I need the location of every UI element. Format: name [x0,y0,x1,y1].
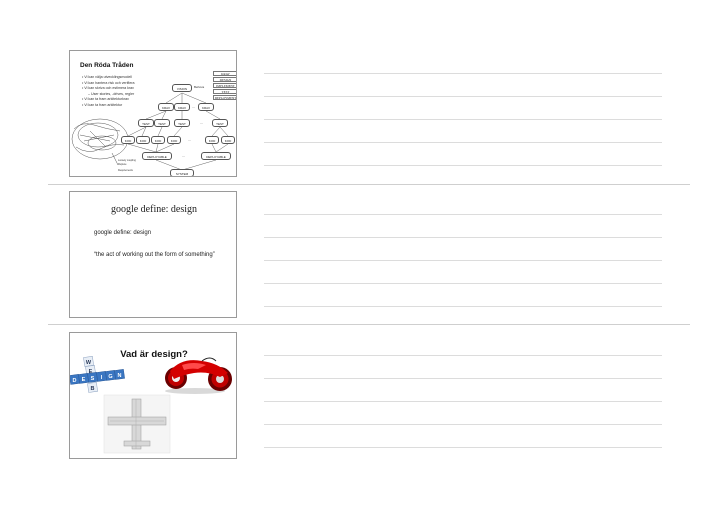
diagram-node-system: SYSTEM [170,169,194,177]
cube-letter: W [85,360,92,366]
figure-label: Requirements [118,169,133,172]
airplane-sketch-image [104,395,170,453]
diagram-node-test: TEST [154,119,170,127]
side-box-test: TEST [213,89,237,94]
figure-label: Loosely coupling [118,159,136,162]
diagram-node-krav: KRAV [158,103,174,111]
diagram-node-kod: KOD [136,136,150,144]
slide-body-line: google define: design [94,230,152,236]
cube-letter: D [72,378,77,384]
bullet-item: • Vi kan välja utvecklingsmodell [82,75,135,81]
notes-line [264,214,662,215]
diagram-ellipsis: ... [188,137,192,142]
bullet-item: • Vi kan hantera risk och verifiera [82,81,135,87]
cube-letter: E [81,377,86,383]
bullet-item: • Vi kan ta fram arkitektur [82,103,135,109]
notes-line [264,119,662,120]
diagram-node-test: TEST [212,119,228,127]
diagram-node-deployable: DEPLOYABLE [201,152,231,160]
diagram-label-behov: Behöva [194,85,205,89]
diagram-node-deployable: DEPLOYABLE [142,152,172,160]
side-box-design: DESIGN [213,77,237,82]
diagram-node-kod: KOD [151,136,165,144]
notes-line [264,260,662,261]
diagram-node-test: TEST [174,119,190,127]
cube-letter: G [108,374,113,380]
side-box-deployment: DEPLOYMENT [214,96,237,100]
notes-line [264,306,662,307]
slide-title: Vad är design? [120,349,188,360]
cube-letter: E [88,369,93,375]
diagram-node-kod: KOD [205,136,219,144]
diagram-node-test: TEST [138,119,154,127]
side-box-implement: IMPLEMENT [213,83,237,88]
notes-line [264,424,662,425]
page-separator [48,184,690,185]
diagram-node-vision: VISION [172,84,192,92]
diagram-node-kod: KOD [221,136,235,144]
slide-thumbnail-1[interactable] [69,50,237,177]
side-box-krav: KRAV [213,71,237,76]
diagram-node-kod: KOD [121,136,135,144]
slide-thumbnail-3[interactable] [69,332,237,459]
notes-line [264,355,662,356]
diagram-ellipsis: ... [182,153,186,158]
cube-letter: I [100,375,103,381]
bullet-item: • Vi kan skriva och estimera krav [82,86,135,92]
page-separator [48,324,690,325]
slide-title: Den Röda Tråden [80,62,134,69]
slide-body-quote: “the act of working out the form of something” [94,252,215,258]
cube-letter: B [90,386,95,392]
figure-label: Rupture [118,163,127,166]
notes-line [264,401,662,402]
diagram-ellipsis: ... [192,104,196,109]
diagram-node-kod: KOD [167,136,181,144]
notes-line [264,142,662,143]
notes-line [264,165,662,166]
diagram-node-krav: KRAV [198,103,214,111]
bullet-subitem: – User stories, -drives, regler [82,92,135,98]
notes-line [264,96,662,97]
notes-line [264,73,662,74]
cube-letter: S [90,376,95,382]
slide-title: google define: design [110,204,198,215]
diagram-ellipsis: ... [200,120,204,125]
notes-line [264,447,662,448]
red-motorcycle-image [165,358,232,394]
notes-line [264,237,662,238]
slide-thumbnail-2[interactable] [69,191,237,318]
notes-line [264,283,662,284]
notes-line [264,378,662,379]
slide-3-images [70,333,237,459]
diagram-node-krav: KRAV [174,103,190,111]
bullet-item: • Vi kan ta fram arkitekturkrav [82,97,135,103]
cube-letter: N [117,373,122,379]
web-design-cubes-image [70,356,125,392]
